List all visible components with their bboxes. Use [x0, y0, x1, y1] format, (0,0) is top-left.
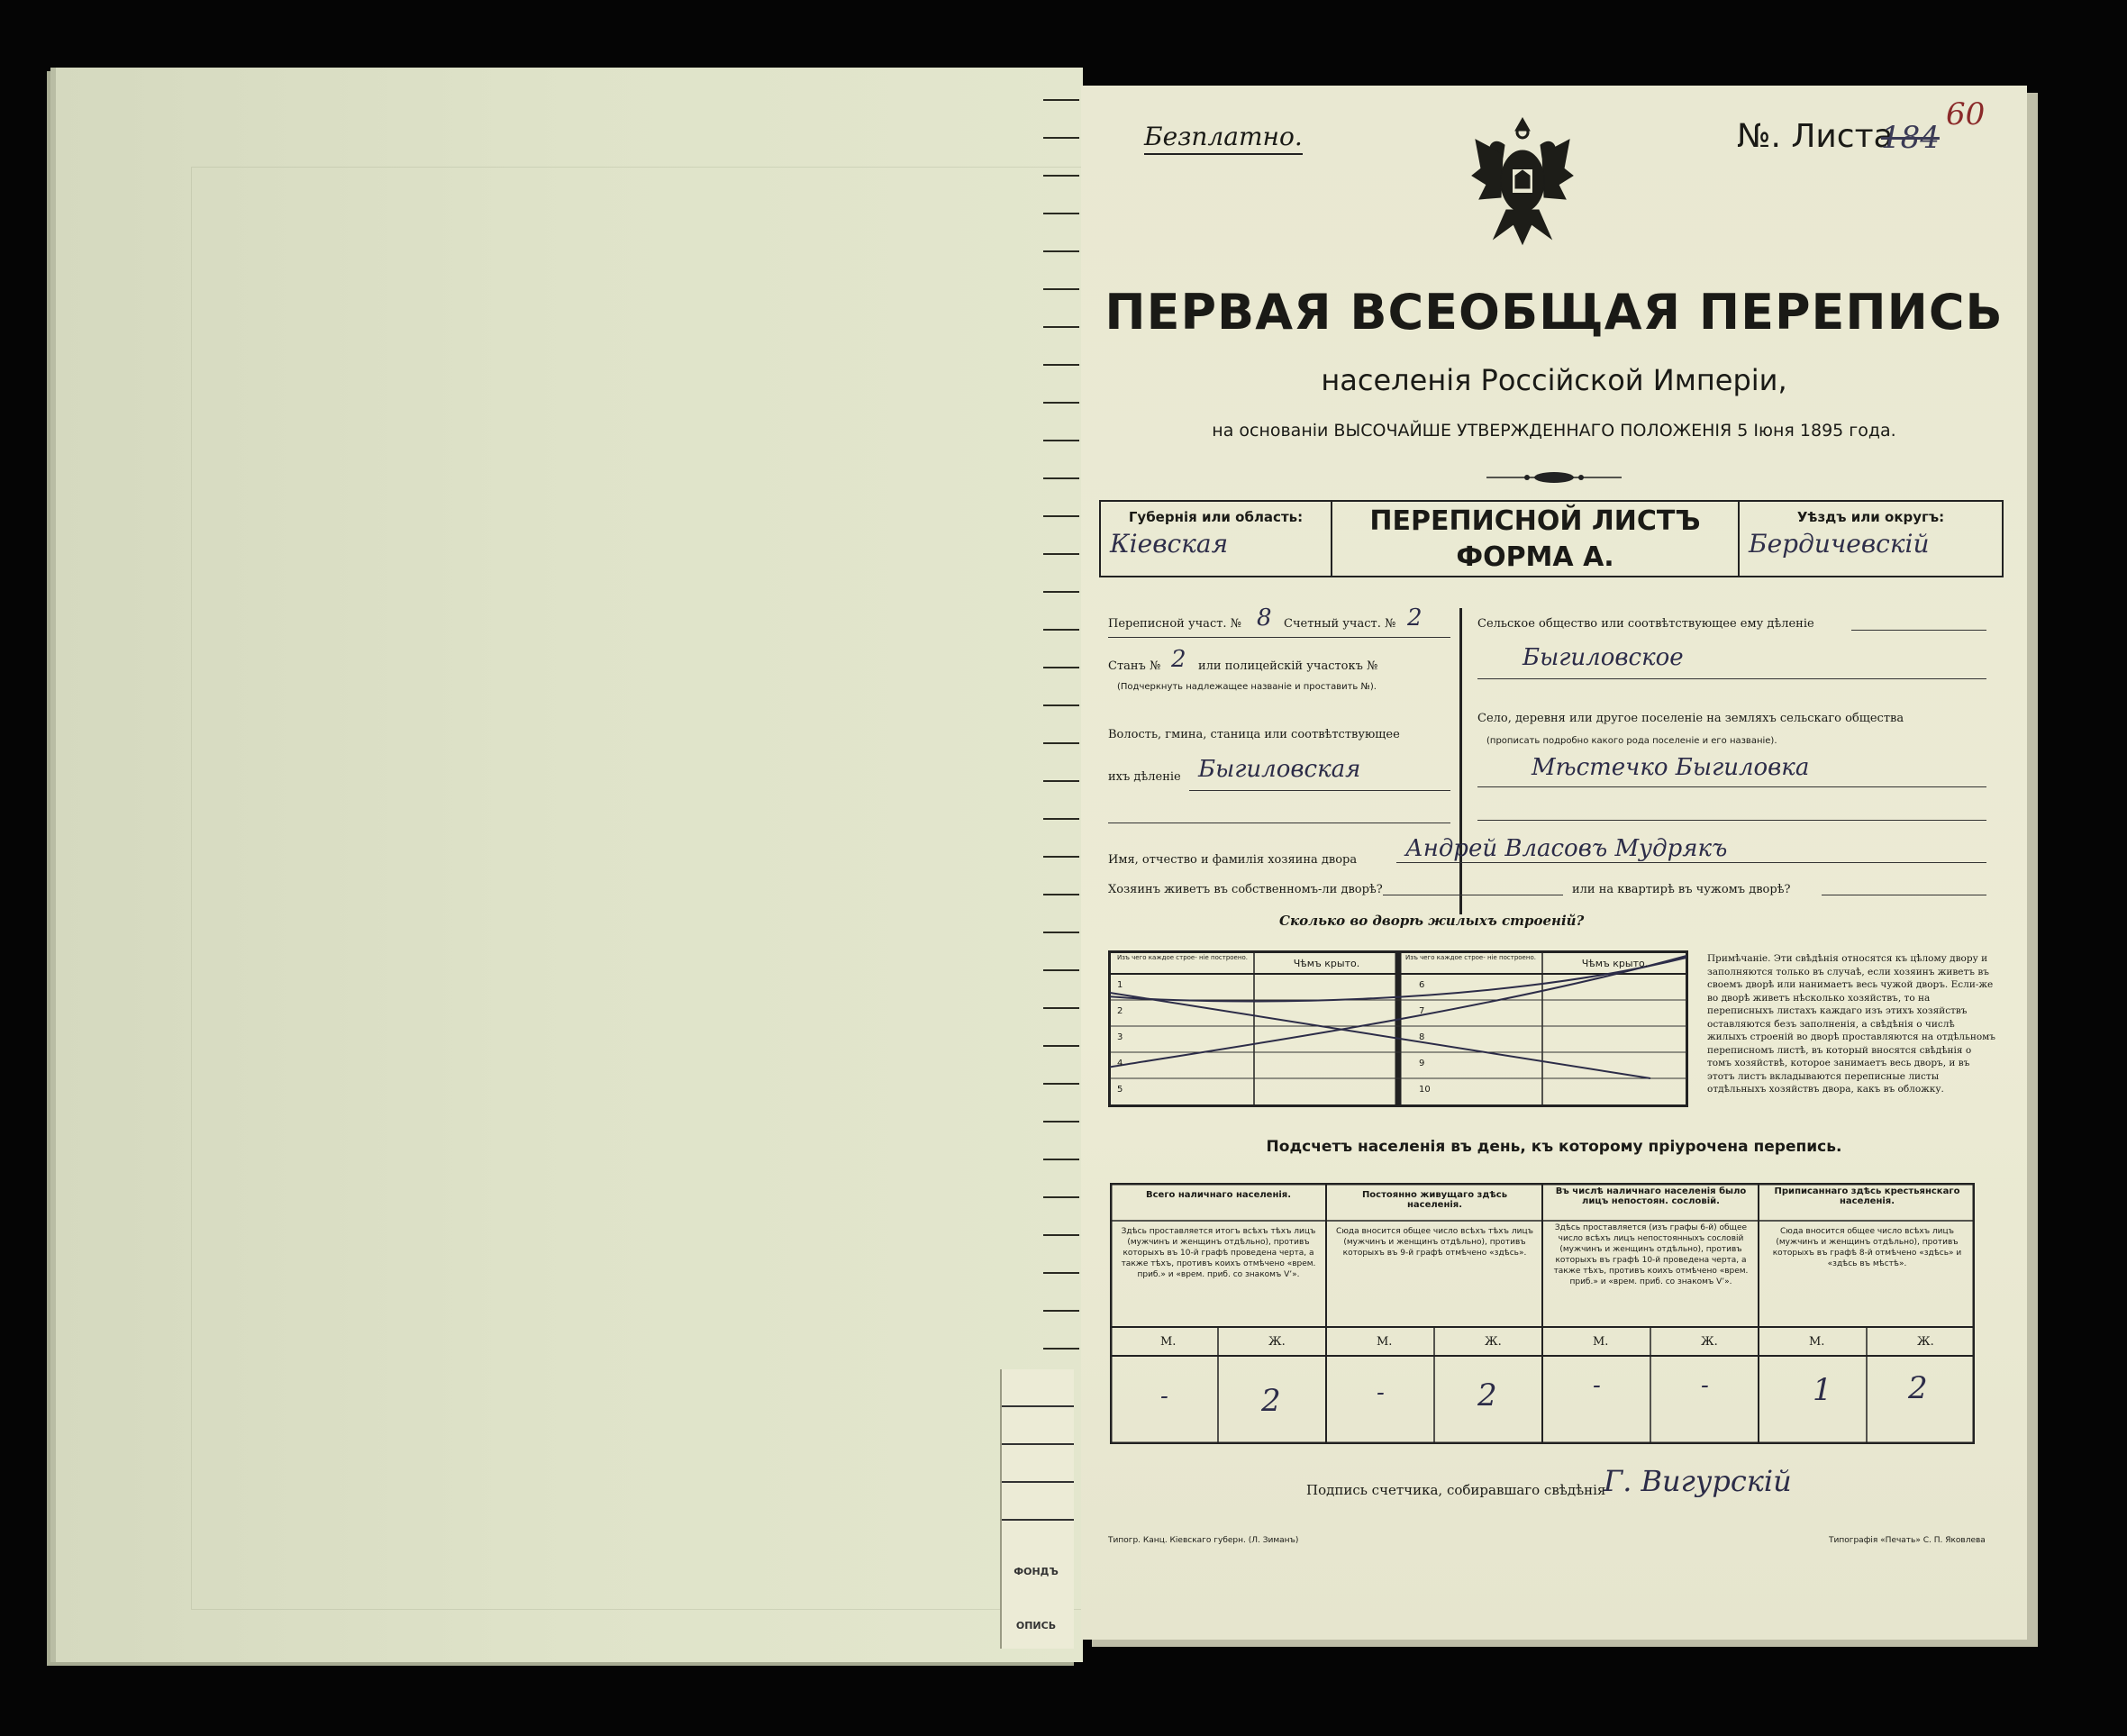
pop-col-note-4: Сюда вносится общее число всѣхъ лицъ (мужчинъ и женщинъ отдѣльно), противъ которыхъ въ графѣ 8-й отмѣчено «здѣсь» и «здѣсь въ мѣстѣ». — [1772, 1227, 1962, 1268]
census-subtitle: населенія Россійской Имперіи, — [1321, 363, 1787, 397]
census-title: ПЕРВАЯ ВСЕОБЩАЯ ПЕРЕПИСЬ — [1104, 284, 2004, 341]
stitch-mark — [1043, 818, 1079, 820]
district-label: Уѣздъ или округъ: — [1796, 509, 1945, 525]
village-value: Мѣстечко Быгиловка — [1532, 754, 1810, 781]
pop-value: - — [1160, 1383, 1168, 1410]
stitch-mark — [1043, 364, 1079, 366]
archive-label-text-2: ОПИСЬ — [1015, 1620, 1057, 1631]
pop-col-header-4: Приписаннаго здѣсь крестьянскаго населенія. — [1774, 1186, 1960, 1206]
sheet-number-handwritten: 184 — [1881, 120, 1940, 156]
building-row-num: 7 — [1419, 1006, 1425, 1016]
buildings-col3-header: Изъ чего каждое строе- ніе построено. — [1405, 954, 1536, 961]
stitch-mark — [1043, 1234, 1079, 1236]
counting-district-label: Счетный участ. № — [1284, 617, 1396, 631]
pop-col-note-1: Здѣсь проставляется итогъ всѣхъ тѣхъ лицъ (мужчинъ и женщинъ отдѣльно), противъ которыхъ въ 10-й графѣ проведена черта, а также тѣхъ, противъ коихъ отмѣчено «врем. приб.» и «врем. приб. со знакомъ Vʼ». — [1121, 1227, 1316, 1279]
building-row-num: 4 — [1117, 1059, 1123, 1068]
pop-sub-f: Ж. — [1485, 1335, 1502, 1349]
stitch-mark — [1043, 1083, 1079, 1085]
pop-value: - — [1593, 1372, 1601, 1399]
buildings-table — [1108, 950, 1688, 1107]
pop-col-header-3: Въ числѣ наличнаго населенія было лицъ непостоян. сословій. — [1555, 1186, 1747, 1206]
building-row-num: 10 — [1419, 1085, 1431, 1095]
stitch-mark — [1043, 1007, 1079, 1009]
stitch-mark — [1043, 704, 1079, 706]
archive-label-text-1: ФОНДЪ — [1014, 1566, 1059, 1577]
left-page — [56, 68, 1083, 1662]
census-district-value: 8 — [1257, 604, 1272, 632]
census-district-label: Переписной участ. № — [1108, 617, 1241, 631]
pop-sub-m: М. — [1809, 1335, 1825, 1349]
buildings-title: Сколько во дворѣ жилыхъ строеній? — [1279, 913, 1585, 929]
printer-footer-left: Типогр. Канц. Кіевскаго губерн. (Л. Зиманъ) — [1108, 1536, 1299, 1545]
stitch-mark — [1043, 591, 1079, 593]
stitch-mark — [1043, 250, 1079, 252]
owner-name-label: Имя, отчество и фамилія хозяина двора — [1108, 853, 1358, 867]
form-title-2: ФОРМА А. — [1456, 541, 1614, 573]
pop-sub-f: Ж. — [1917, 1335, 1934, 1349]
stitch-mark — [1043, 1348, 1079, 1350]
ornament-divider — [1486, 468, 1622, 486]
stitch-mark — [1043, 288, 1079, 290]
double-headed-eagle-icon — [1468, 113, 1577, 248]
pop-value: 2 — [1261, 1383, 1281, 1419]
signature-label: Подпись счетчика, собиравшаго свѣдѣнія — [1306, 1482, 1606, 1498]
police-note: (Подчеркнуть надлежащее названіе и проставить №). — [1117, 682, 1377, 692]
stitch-mark — [1043, 1310, 1079, 1312]
building-row-num: 5 — [1117, 1085, 1123, 1095]
stitch-mark — [1043, 667, 1079, 668]
stitch-mark — [1043, 326, 1079, 328]
buildings-note: Примѣчаніе. Эти свѣдѣнія относятся къ цѣлому двору и заполняются только въ случаѣ, если хозяинъ живетъ въ своемъ дворѣ или нанимаетъ весь чужой дворъ. Если-же во дворѣ живетъ нѣсколько хозяйствъ, то на переписныхъ листахъ каждаго изъ этихъ хозяйствъ оставляются безъ заполненія, а свѣдѣнія о числѣ жилыхъ строеній во дворѣ проставляются на отдѣльномъ переписномъ листѣ, въ который вносятся свѣдѣнія о томъ хозяйствѣ, которое занимаетъ весь дворъ, и въ этотъ листъ вкладываются переписные листы отдѣльныхъ хозяйствъ двора, какъ въ обложку. — [1707, 953, 1995, 1095]
buildings-col1-header: Изъ чего каждое строе- ніе построено. — [1117, 954, 1248, 961]
bleed-through-frame — [191, 167, 1094, 1610]
building-row-num: 2 — [1117, 1006, 1123, 1016]
district-value: Бердичевскій — [1749, 529, 1930, 559]
stitch-mark — [1043, 515, 1079, 517]
fields-divider — [1459, 608, 1462, 914]
line — [1396, 862, 1986, 863]
stitch-mark — [1043, 553, 1079, 555]
pop-sub-f: Ж. — [1268, 1335, 1286, 1349]
pop-value: - — [1701, 1372, 1709, 1399]
form-header-table — [1099, 500, 2004, 577]
stitch-mark — [1043, 629, 1079, 631]
province-label: Губернія или область: — [1128, 509, 1304, 525]
volost-value: Быгиловская — [1198, 756, 1361, 783]
pop-value: 2 — [1908, 1370, 1928, 1406]
pop-col-note-3: Здѣсь проставляется (изъ графы 6-й) общее число всѣхъ лицъ непостоянныхъ сословій (мужчинъ и женщинъ отдѣльно), противъ которыхъ въ графѣ 10-й проведена черта, а также тѣхъ, противъ коихъ отмѣчено «врем. приб.» и «врем. приб. со знакомъ Vʼ». — [1553, 1223, 1749, 1286]
stitch-mark — [1043, 213, 1079, 214]
free-label: Безплатно. — [1144, 122, 1303, 155]
signature-value: Г. Вигурскій — [1604, 1464, 1792, 1498]
volost-label-2: ихъ дѣленіе — [1108, 770, 1181, 784]
police-label: или полицейскій участокъ № — [1198, 659, 1378, 673]
building-row-num: 8 — [1419, 1032, 1425, 1042]
stitch-mark — [1043, 440, 1079, 441]
stitch-mark — [1043, 742, 1079, 744]
population-title: Подсчетъ населенія въ день, къ которому пріурочена перепись. — [1266, 1138, 1842, 1156]
buildings-col4-header: Чѣмъ крыто. — [1581, 958, 1649, 969]
stitch-mark — [1043, 1121, 1079, 1122]
stitch-mark — [1043, 1159, 1079, 1160]
society-label: Сельское общество или соотвѣтствующее ему дѣленіе — [1477, 617, 1814, 631]
owner-lives-label: Хозяинъ живетъ въ собственномъ-ли дворѣ? — [1108, 883, 1383, 896]
form-title-1: ПЕРЕПИСНОЙ ЛИСТЪ — [1369, 505, 1701, 537]
line — [1189, 790, 1450, 791]
pop-sub-m: М. — [1160, 1335, 1177, 1349]
stitch-mark — [1043, 477, 1079, 479]
counting-district-value: 2 — [1407, 604, 1423, 632]
volost-label-1: Волость, гмина, станица или соотвѣтствующее — [1108, 728, 1400, 741]
owner-name-value: Андрей Власовъ Мудрякъ — [1405, 835, 1728, 862]
population-table — [1110, 1183, 1975, 1444]
province-cell — [1101, 502, 1332, 576]
pop-sub-m: М. — [1377, 1335, 1393, 1349]
binding-spine — [1043, 99, 1079, 1378]
page-number-red: 60 — [1946, 96, 1986, 132]
printer-footer-right: Типографія «Печать» С. П. Яковлева — [1829, 1536, 1986, 1545]
province-value: Кіевская — [1110, 529, 1229, 559]
stitch-mark — [1043, 175, 1079, 177]
line — [1477, 820, 1986, 821]
society-value: Быгиловское — [1523, 644, 1684, 671]
pop-value: 2 — [1477, 1377, 1497, 1413]
stitch-mark — [1043, 1196, 1079, 1198]
building-row-num: 9 — [1419, 1059, 1425, 1068]
stitch-mark — [1043, 402, 1079, 404]
stan-value: 2 — [1171, 646, 1186, 673]
stitch-mark — [1043, 1045, 1079, 1047]
pop-col-header-2: Постоянно живущаго здѣсь населенія. — [1361, 1190, 1508, 1210]
pop-col-header-1: Всего наличнаго населенія. — [1145, 1190, 1292, 1200]
stitch-mark — [1043, 856, 1079, 858]
pop-value: 1 — [1813, 1372, 1832, 1408]
stitch-mark — [1043, 969, 1079, 971]
archive-label — [1000, 1369, 1074, 1649]
census-decree-line: на основаніи ВЫСОЧАЙШЕ УТВЕРЖДЕННАГО ПОЛОЖЕНІЯ 5 Іюня 1895 года. — [1212, 421, 1896, 441]
owner-or-label: или на квартирѣ въ чужомъ дворѣ? — [1572, 883, 1791, 896]
stan-label: Станъ № — [1108, 659, 1161, 673]
stitch-mark — [1043, 932, 1079, 933]
stitch-mark — [1043, 1272, 1079, 1274]
line — [1851, 630, 1986, 631]
stitch-mark — [1043, 780, 1079, 782]
census-form-page — [1081, 86, 2027, 1640]
pop-sub-f: Ж. — [1701, 1335, 1718, 1349]
line — [1477, 786, 1986, 787]
line — [1108, 637, 1450, 638]
pop-sub-m: М. — [1593, 1335, 1609, 1349]
buildings-col2-header: Чѣмъ крыто. — [1293, 958, 1360, 969]
village-label: Село, деревня или другое поселеніе на земляхъ сельскаго общества — [1477, 712, 1904, 725]
district-cell — [1740, 502, 2002, 576]
stitch-mark — [1043, 99, 1079, 101]
building-row-num: 1 — [1117, 980, 1123, 990]
building-row-num: 6 — [1419, 980, 1425, 990]
stitch-mark — [1043, 137, 1079, 139]
line — [1477, 678, 1986, 679]
building-row-num: 3 — [1117, 1032, 1123, 1042]
sheet-number-label: №. Листа — [1737, 118, 1894, 155]
stitch-mark — [1043, 894, 1079, 895]
village-note: (прописать подробно какого рода поселеніе и его названіе). — [1486, 736, 1777, 746]
form-title-cell — [1332, 502, 1740, 576]
pop-value: - — [1377, 1379, 1385, 1406]
pop-col-note-2: Сюда вносится общее число всѣхъ тѣхъ лицъ (мужчинъ и женщинъ отдѣльно), противъ которыхъ въ 9-й графѣ отмѣчено «здѣсь». — [1336, 1227, 1533, 1258]
